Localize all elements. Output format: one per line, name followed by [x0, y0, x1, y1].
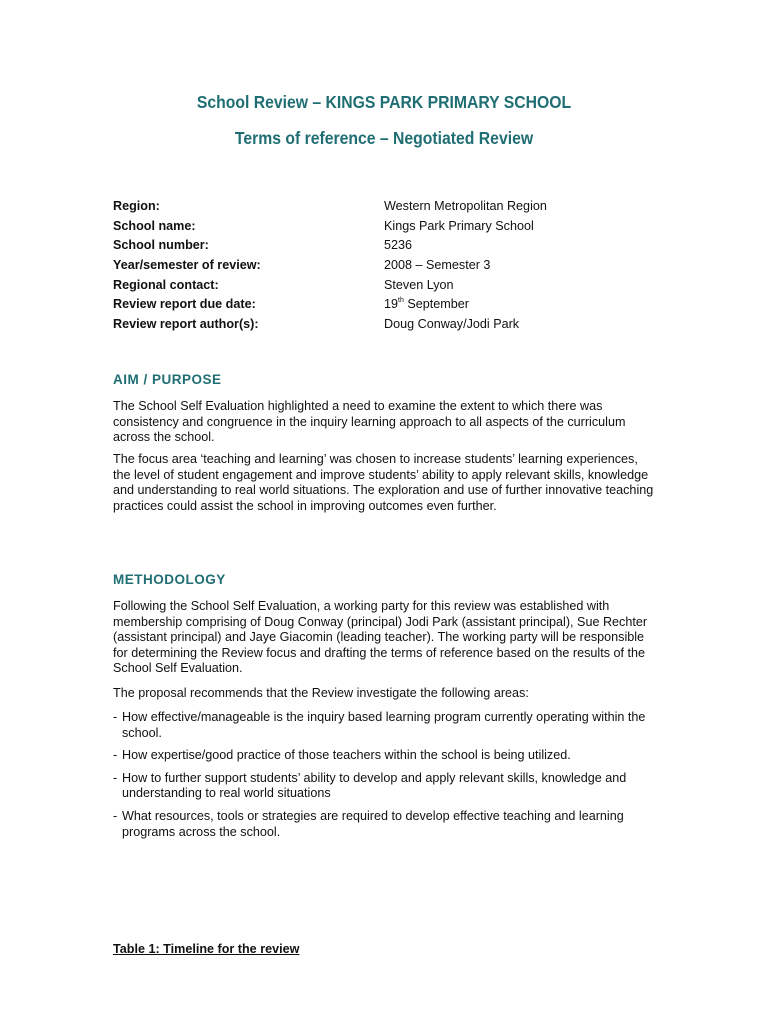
aim-paragraph: The focus area ‘teaching and learning’ was chosen to increase students’ learning experiences, the level of student engagement and improve students’ ability to apply relevant skills, knowledge and understanding to real world situations. The exploration and use of further innovative teaching practices could assist the school in improving outcomes even further.: [113, 452, 654, 513]
detail-label: School number:: [113, 238, 209, 253]
list-item-text: How to further support students’ ability to develop and apply relevant skills, knowledge and understanding to real world situations: [122, 770, 627, 801]
aim-heading: AIM / PURPOSE: [113, 372, 222, 387]
detail-row-region: [113, 197, 673, 217]
detail-value: [384, 295, 673, 315]
school-details: [113, 197, 673, 335]
detail-row-due-date: [113, 295, 673, 315]
methodology-heading: METHODOLOGY: [113, 572, 226, 587]
due-date-day: 19: [384, 297, 399, 312]
list-item: [113, 809, 658, 840]
review-areas-list: [113, 710, 658, 847]
detail-label: Region:: [113, 199, 160, 213]
list-item-text: What resources, tools or strategies are required to develop effective teaching and learning programs across the school.: [122, 808, 624, 839]
detail-value: Western Metropolitan Region: [384, 199, 547, 213]
detail-label: School name:: [113, 218, 196, 233]
methodology-paragraph: The proposal recommends that the Review investigate the following areas:: [113, 686, 529, 700]
detail-value: Kings Park Primary School: [384, 218, 534, 233]
detail-row-semester: [113, 256, 673, 276]
detail-row-school-number: [113, 236, 673, 256]
aim-paragraph: The School Self Evaluation highlighted a need to examine the extent to which there was consistency and congruence in the inquiry learning approach to all aspects of the curriculum across the school.: [113, 399, 626, 445]
detail-row-regional-contact: [113, 276, 673, 296]
detail-label: Regional contact:: [113, 277, 219, 292]
detail-row-school-name: [113, 217, 673, 237]
detail-label: Year/semester of review:: [113, 258, 261, 273]
due-date-month: September: [403, 297, 469, 312]
detail-value: 5236: [384, 238, 413, 253]
list-item: [113, 710, 658, 741]
due-date-ordinal: th: [398, 297, 404, 305]
bullet-marker: -: [113, 770, 118, 785]
detail-label: Review report due date:: [113, 297, 256, 312]
table-caption: Table 1: Timeline for the review: [113, 942, 300, 956]
list-item-text: How effective/manageable is the inquiry based learning program currently operating within the school.: [122, 710, 646, 740]
bullet-marker: -: [113, 748, 118, 763]
list-item: [113, 771, 658, 802]
methodology-paragraph: Following the School Self Evaluation, a working party for this review was established with membership comprising of Doug Conway (principal) Jodi Park (assistant principal), Sue Rechter (assistant principal) and Jaye Giacomin (leading teacher). The working party will be responsible for determining the Review focus and drafting the terms of reference based on the results of the School Self Evaluation.: [113, 599, 648, 676]
detail-row-authors: [113, 315, 673, 335]
list-item: [113, 748, 658, 764]
detail-value: Steven Lyon: [384, 277, 454, 292]
document-subtitle: Terms of reference – Negotiated Review: [234, 128, 534, 148]
bullet-marker: -: [113, 710, 118, 724]
list-item-text: How expertise/good practice of those teachers within the school is being utilized.: [122, 748, 571, 763]
detail-label: Review report author(s):: [113, 317, 259, 332]
bullet-marker: -: [113, 808, 118, 823]
detail-value: 2008 – Semester 3: [384, 258, 491, 273]
detail-value: Doug Conway/Jodi Park: [384, 317, 520, 332]
document-title: School Review – KINGS PARK PRIMARY SCHOOL: [196, 92, 572, 112]
